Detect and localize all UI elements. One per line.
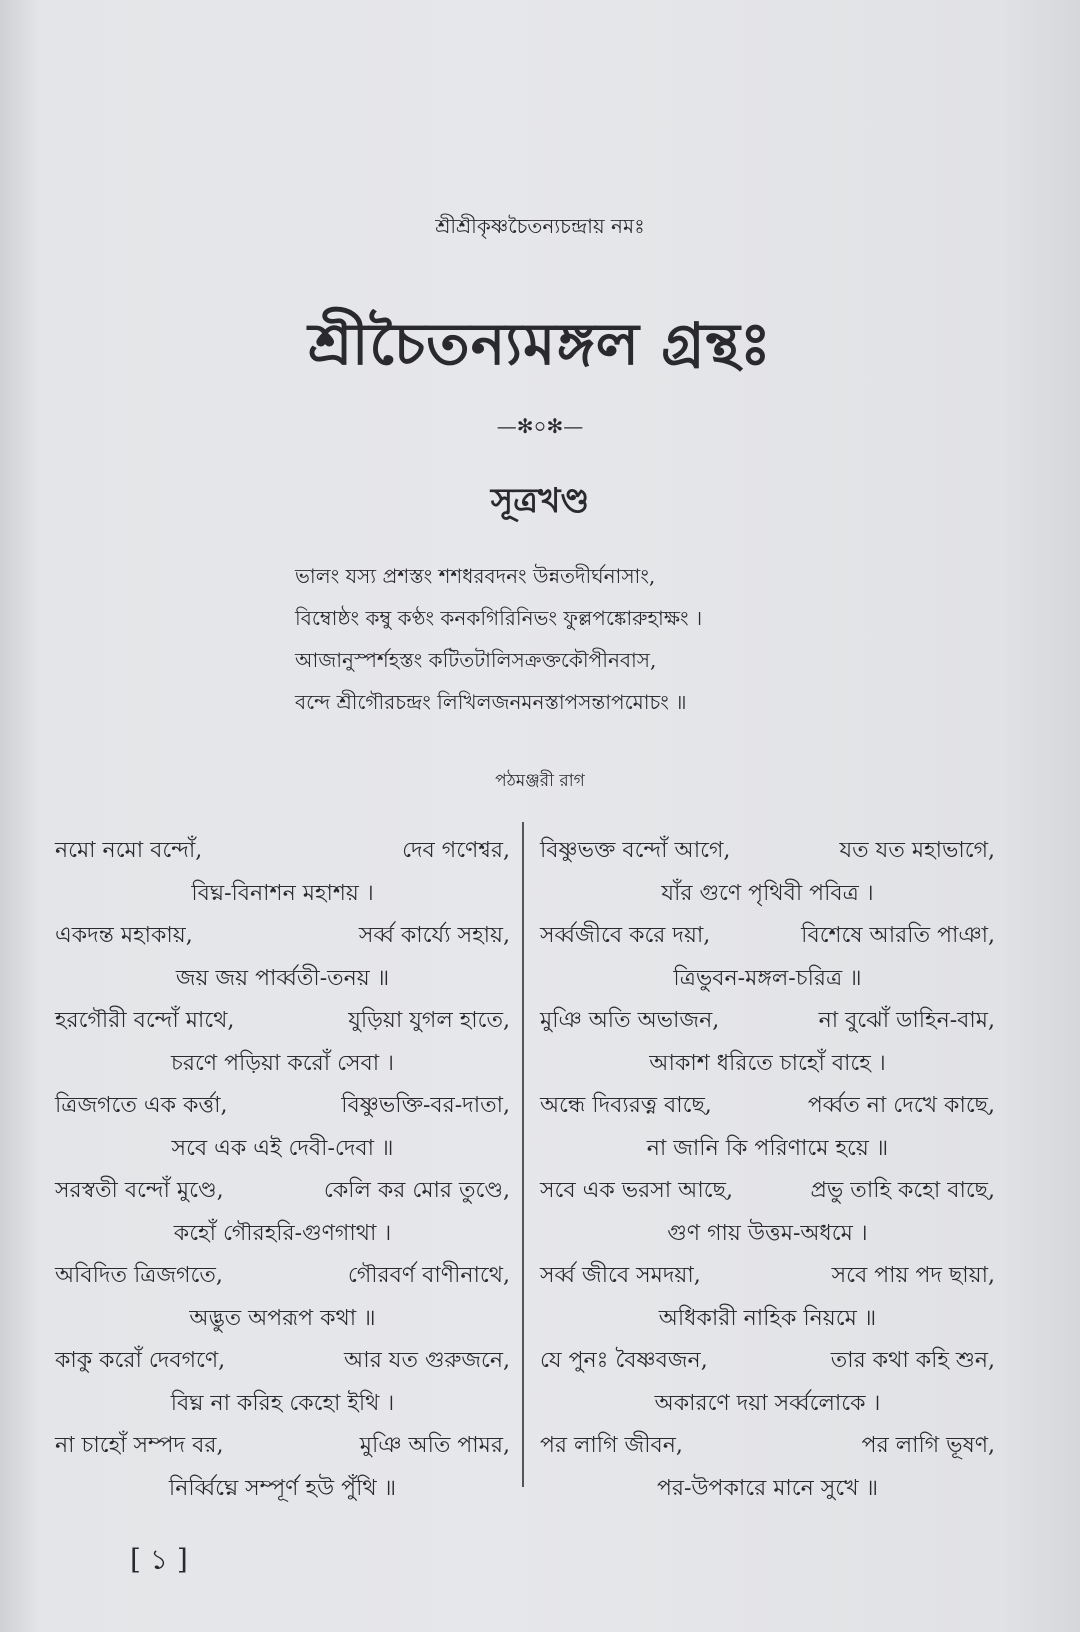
verse-line-center: সবে এক এই দেবী-দেবা ॥ (171, 1136, 394, 1161)
verse-line-center: বিঘ্ন না করিহ কেহো ইথি । (170, 1391, 395, 1416)
verse-line-end: সর্ব্ব কার্য্যে সহায়, (358, 923, 510, 948)
sloka-line: বন্দে শ্রীগৌরচন্দ্রং লিখিলজনমনস্তাপসন্তাপমোচং ॥ (295, 690, 687, 714)
verse (540, 915, 995, 1000)
raga-heading: পঠমঞ্জরী রাগ (495, 771, 585, 791)
right-verse-column (540, 830, 995, 1510)
verse (55, 1340, 510, 1425)
verse (55, 1000, 510, 1085)
verse (540, 1000, 995, 1085)
verse-line-center: গুণ গায় উত্তম-অধমে । (667, 1221, 868, 1246)
verse (540, 1085, 995, 1170)
verse-line-start: সর্ব্বজীবে করে দয়া, (540, 923, 711, 948)
verse-line-start: ত্রিজগতে এক কর্ত্তা, (55, 1093, 228, 1118)
verse-line-center: কহোঁ গৌরহরি-গুণগাথা । (173, 1221, 392, 1246)
verse-line-center: চরণে পড়িয়া করোঁ সেবা । (170, 1051, 395, 1076)
verse-line-start: না চাহোঁ সম্পদ বর, (55, 1433, 224, 1458)
verse-line-start: পর লাগি জীবন, (540, 1433, 683, 1458)
verse (540, 1425, 995, 1510)
verse (55, 1085, 510, 1170)
verse-line-start: বিষ্ণুভক্ত বন্দোঁ আগে, (540, 838, 731, 863)
verse (540, 830, 995, 915)
verse (55, 915, 510, 1000)
verse-line-end: না বুঝোঁ ডাহিন-বাম, (818, 1008, 995, 1033)
sloka-line: ভালং যস্য প্রশস্তং শশধরবদনং উন্নতদীর্ঘনাসাং, (295, 564, 656, 588)
verse-line-start: মুঞি অতি অভাজন, (540, 1008, 720, 1033)
verse-line-end: যত যত মহাভাগে, (839, 838, 995, 863)
verse-line-center: অদ্ভুত অপরূপ কথা ॥ (189, 1306, 376, 1331)
verse-line-start: অবিদিত ত্রিজগতে, (55, 1263, 223, 1288)
verse-line-end: পর লাগি ভূষণ, (861, 1433, 995, 1458)
section-title: সূত্রখণ্ড (490, 481, 590, 521)
verse-line-center: জয় জয় পার্ব্বতী-তনয় ॥ (175, 966, 390, 991)
sanskrit-sloka (295, 555, 855, 723)
verse (55, 1425, 510, 1510)
verse-line-end: গৌরবর্ণ বাণীনাথে, (347, 1263, 510, 1288)
verse-line-start: একদন্ত মহাকায়, (55, 923, 193, 948)
sloka-line: বিম্বোষ্ঠং কম্বু কণ্ঠং কনকগিরিনিভং ফুল্লপঙ্কোরুহাক্ষং । (295, 606, 703, 630)
verse-line-end: প্রভু তাহি কহো বাছে, (810, 1178, 995, 1203)
verse-line-start: কাকু করোঁ দেবগণে, (55, 1348, 226, 1373)
verse-line-center: পর-উপকারে মানে সুখে ॥ (656, 1476, 879, 1501)
verse-line-start: অন্ধে দিব্যরত্ন বাছে, (540, 1093, 712, 1118)
verse-line-end: আর যত গুরুজনে, (344, 1348, 510, 1373)
verse-line-end: বিশেষে আরতি পাঞা, (801, 923, 995, 948)
verse-line-start: হরগৌরী বন্দোঁ মাথে, (55, 1008, 235, 1033)
sloka-line: আজানুস্পর্শহস্তং কটিতটালিসক্রক্তকৌপীনবাস, (295, 648, 657, 672)
verse-line-end: তার কথা কহি শুন, (830, 1348, 995, 1373)
verse (55, 1255, 510, 1340)
verse-line-start: সরস্বতী বন্দোঁ মুণ্ডে, (55, 1178, 224, 1203)
verse (55, 830, 510, 915)
left-verse-column (55, 830, 510, 1510)
page-title: শ্রীচৈতন্যমঙ্গল গ্রন্থঃ (308, 310, 772, 378)
verse-line-end: দেব গণেশ্বর, (402, 838, 510, 863)
verse-line-center: না জানি কি পরিণামে হয়ে ॥ (646, 1136, 889, 1161)
verse (55, 1170, 510, 1255)
verse-line-center: অধিকারী নাহিক নিয়মে ॥ (658, 1306, 877, 1331)
verse-line-center: নির্ব্বিঘ্নে সম্পূর্ণ হউ পুঁথি ॥ (168, 1476, 397, 1501)
verse (540, 1340, 995, 1425)
verse-line-center: যাঁর গুণে পৃথিবী পবিত্র । (661, 881, 874, 906)
verse-line-center: অকারণে দয়া সর্ব্বলোকে । (654, 1391, 881, 1416)
verse (540, 1170, 995, 1255)
page-number: [ ১ ] (130, 1543, 188, 1576)
verse-line-end: কেলি কর মোর তুণ্ডে, (323, 1178, 510, 1203)
verse-line-center: ত্রিভুবন-মঙ্গল-চরিত্র ॥ (673, 966, 862, 991)
verse-line-end: যুড়িয়া যুগল হাতে, (348, 1008, 510, 1033)
verse-line-end: বিষ্ণুভক্তি-বর-দাতা, (341, 1093, 510, 1118)
verse-line-start: নমো নমো বন্দোঁ, (55, 838, 203, 863)
verse-line-center: বিঘ্ন-বিনাশন মহাশয় । (191, 881, 374, 906)
invocation-line: শ্রীশ্রীকৃষ্ণচৈতন্যচন্দ্রায় নমঃ (435, 214, 645, 238)
ornament-divider: —✻০✻— (496, 414, 584, 438)
verse-line-center: আকাশ ধরিতে চাহোঁ বাহে । (649, 1051, 886, 1076)
verse-line-start: সবে এক ভরসা আছে, (540, 1178, 733, 1203)
column-divider (522, 822, 524, 1487)
verse-line-start: সর্ব্ব জীবে সমদয়া, (540, 1263, 701, 1288)
verse-line-end: মুঞি অতি পামর, (359, 1433, 510, 1458)
verse-line-start: যে পুনঃ বৈষ্ণবজন, (540, 1348, 708, 1373)
verse-line-end: সবে পায় পদ ছায়া, (831, 1263, 995, 1288)
verse-line-end: পর্ব্বত না দেখে কাছে, (807, 1093, 995, 1118)
verse (540, 1255, 995, 1340)
